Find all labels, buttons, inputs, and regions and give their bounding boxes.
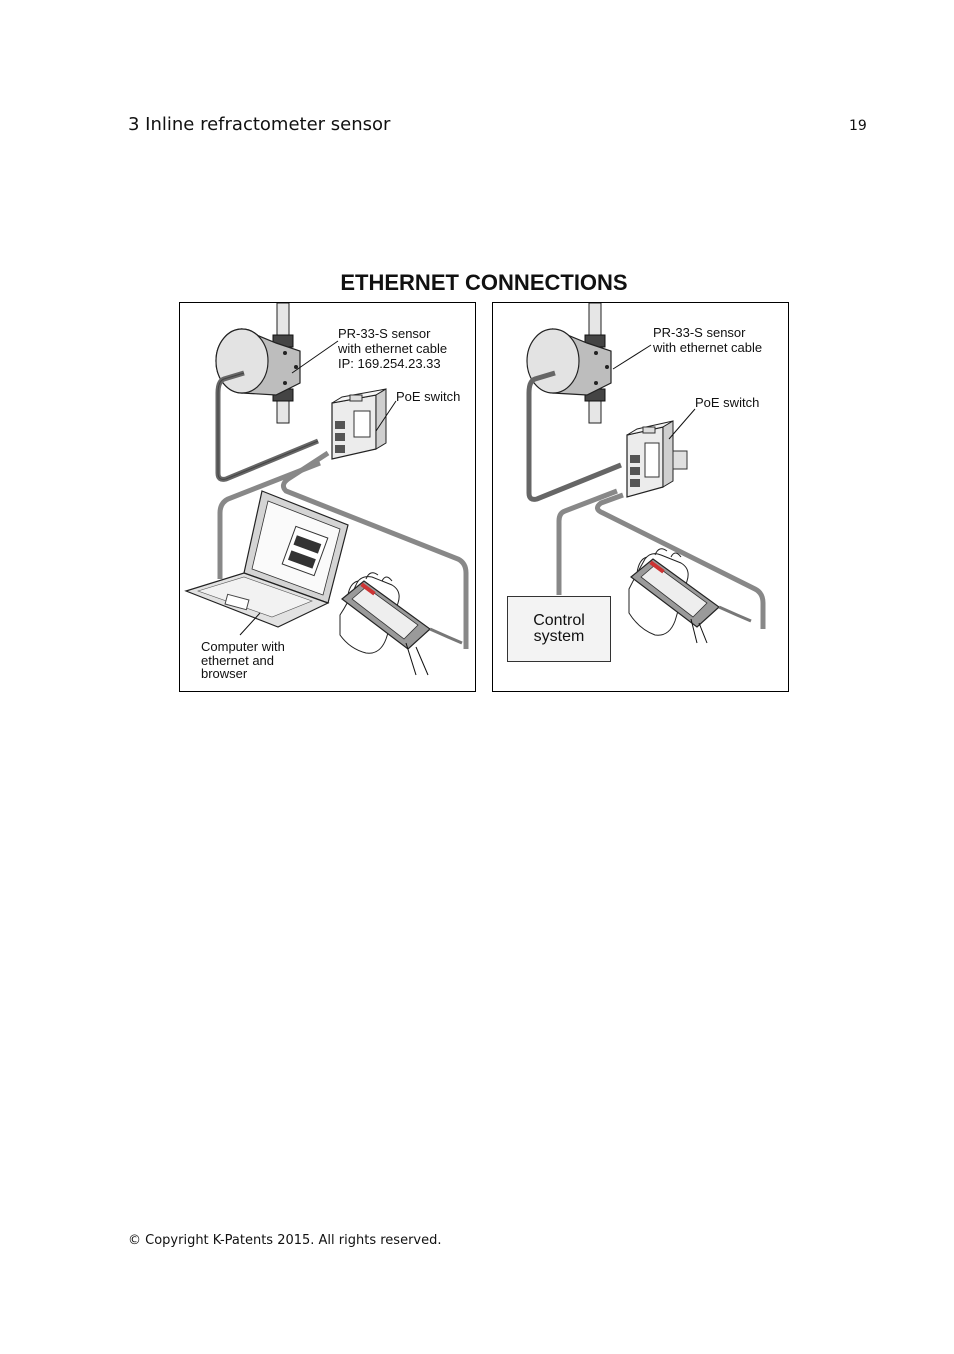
control-system-label: Control system — [533, 612, 585, 645]
left-panel-diagram — [179, 302, 476, 692]
sensor-ip-label: IP: 169.254.23.33 — [338, 356, 441, 371]
figure-title: ETHERNET CONNECTIONS — [340, 270, 628, 295]
poe-switch-label: PoE switch — [695, 395, 760, 410]
control-system-box — [507, 596, 611, 662]
computer-label-line1: Computer with — [201, 639, 285, 654]
sensor-label-line2: with ethernet cable — [653, 340, 763, 355]
sensor-label-line1: PR-33-S sensor — [338, 326, 431, 341]
handheld-terminal-graphic — [629, 549, 751, 643]
copyright-footer: © Copyright K-Patents 2015. All rights reserved. — [128, 1233, 442, 1248]
computer-label-line3: browser — [201, 666, 248, 681]
sensor-label-line1: PR-33-S sensor — [653, 325, 746, 340]
poe-switch-graphic — [627, 421, 687, 497]
handheld-terminal-graphic — [340, 573, 462, 675]
poe-switch-label: PoE switch — [396, 389, 461, 404]
laptop-graphic — [186, 491, 348, 627]
page-number: 19 — [849, 118, 867, 134]
poe-switch-graphic — [332, 389, 386, 459]
right-panel-diagram — [492, 302, 789, 692]
running-head: 3 Inline refractometer sensor — [128, 114, 391, 135]
computer-label-line2: ethernet and — [201, 653, 275, 668]
sensor-label-line2: with ethernet cable — [338, 341, 448, 356]
